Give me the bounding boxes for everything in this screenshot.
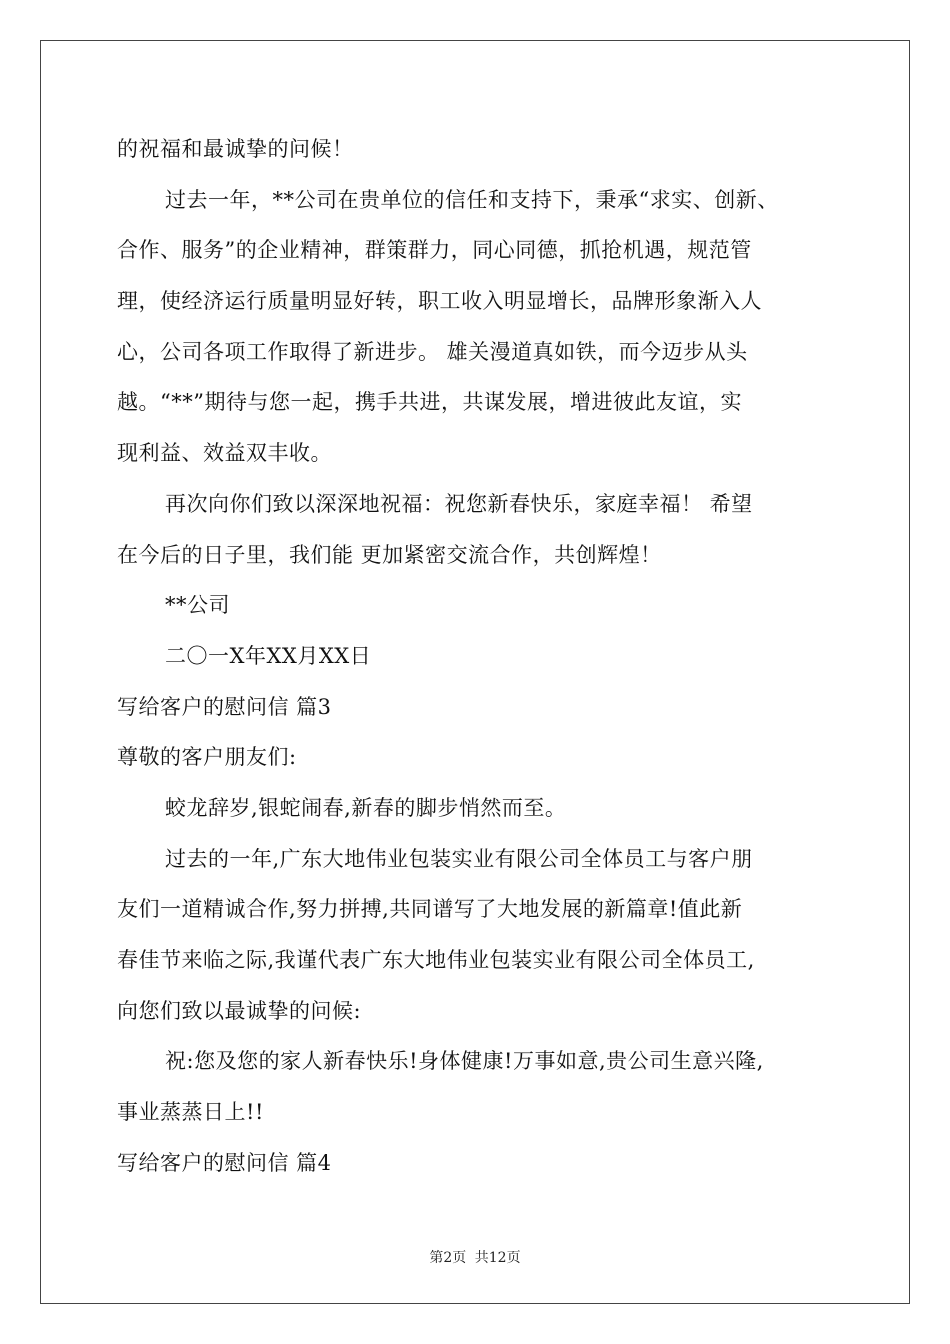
text-line: 越。“**”期待与您一起，携手共进，共谋发展，增进彼此友谊，实 [117,390,742,415]
text-line: 春佳节来临之际,我谨代表广东大地伟业包装实业有限公司全体员工, [117,948,755,972]
text-line: 再次向你们致以深深地祝福：祝您新春快乐，家庭幸福！ 希望 [165,491,753,516]
text-line: 友们一道精诚合作,努力拼搏,共同谱写了大地发展的新篇章!值此新 [117,897,743,922]
signature-company: **公司 [165,593,230,618]
text-line: 过去的一年,广东大地伟业包装实业有限公司全体员工与客户朋 [165,846,753,871]
text-line: 过去一年，**公司在贵单位的信任和支持下，秉承“求实、创新、 [165,187,779,212]
text-line: 合作、服务”的企业精神，群策群力，同心同德，抓抢机遇，规范管 [117,238,752,263]
text-line: 事业蒸蒸日上!! [117,1100,264,1125]
page-total: 共12页 [474,1250,521,1266]
text-line: 在今后的日子里，我们能 更加紧密交流合作，共创辉煌！ [117,542,662,567]
section-heading: 写给客户的慰问信 篇3 [117,694,332,719]
salutation: 尊敬的客户朋友们: [117,745,297,770]
section-heading: 写给客户的慰问信 篇4 [117,1150,332,1175]
signature-date: 二〇一X年XX月XX日 [165,643,372,668]
text-line: 祝:您及您的家人新春快乐!身体健康!万事如意,贵公司生意兴隆, [165,1049,764,1074]
page-number: 第2页 [429,1250,467,1266]
document-body [117,124,837,1188]
text-line: 心，公司各项工作取得了新进步。 雄关漫道真如铁，而今迈步从头 [117,339,748,364]
text-line: 的祝福和最诚挚的问候！ [117,137,354,161]
text-line: 蛟龙辞岁,银蛇闹春,新春的脚步悄然而至。 [165,795,567,820]
text-line: 现利益、效益双丰收。 [117,441,332,466]
page-footer [0,1247,950,1267]
text-line: 向您们致以最诚挚的问候: [117,998,362,1023]
text-line: 理，使经济运行质量明显好转，职工收入明显增长，品牌形象渐入人 [117,289,762,314]
